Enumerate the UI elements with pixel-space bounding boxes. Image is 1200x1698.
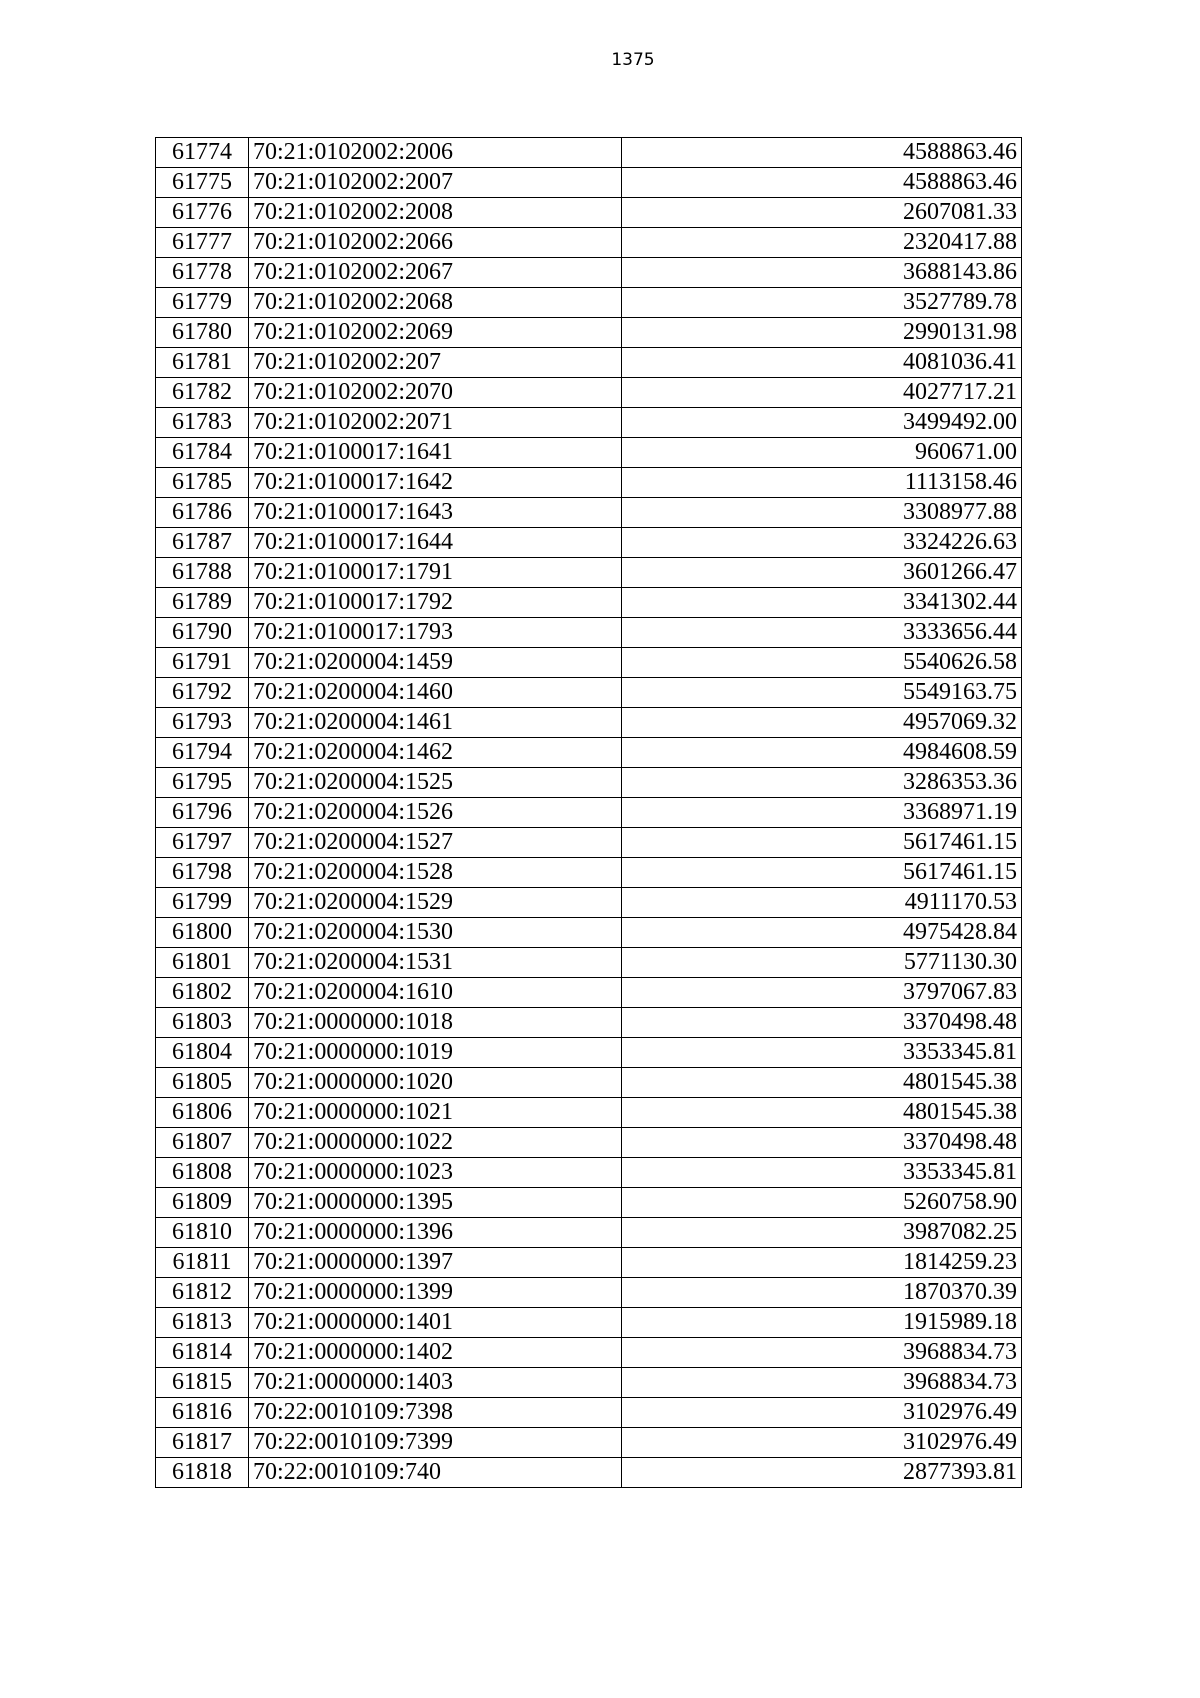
value-cell: 3353345.81 <box>622 1038 1022 1068</box>
row-number-cell: 61806 <box>156 1098 249 1128</box>
cadastral-number-cell: 70:21:0102002:2068 <box>249 288 622 318</box>
value-cell: 3370498.48 <box>622 1008 1022 1038</box>
value-cell: 3308977.88 <box>622 498 1022 528</box>
cadastral-number-cell: 70:21:0102002:2069 <box>249 318 622 348</box>
table-row <box>156 1368 1022 1398</box>
value-cell: 4801545.38 <box>622 1068 1022 1098</box>
row-number-cell: 61788 <box>156 558 249 588</box>
table-row <box>156 948 1022 978</box>
row-number-cell: 61789 <box>156 588 249 618</box>
cadastral-number-cell: 70:21:0100017:1792 <box>249 588 622 618</box>
cadastral-number-cell: 70:21:0200004:1531 <box>249 948 622 978</box>
page-number: 1375 <box>611 50 655 70</box>
table-row <box>156 138 1022 168</box>
row-number-cell: 61791 <box>156 648 249 678</box>
row-number-cell: 61779 <box>156 288 249 318</box>
row-number-cell: 61794 <box>156 738 249 768</box>
row-number-cell: 61785 <box>156 468 249 498</box>
table-row <box>156 528 1022 558</box>
cadastral-number-cell: 70:21:0000000:1401 <box>249 1308 622 1338</box>
cadastral-number-cell: 70:21:0000000:1396 <box>249 1218 622 1248</box>
value-cell: 5540626.58 <box>622 648 1022 678</box>
cadastral-number-cell: 70:21:0102002:207 <box>249 348 622 378</box>
value-cell: 4588863.46 <box>622 168 1022 198</box>
table-row <box>156 858 1022 888</box>
table-row <box>156 1428 1022 1458</box>
table-row <box>156 888 1022 918</box>
value-cell: 3968834.73 <box>622 1368 1022 1398</box>
value-cell: 3499492.00 <box>622 408 1022 438</box>
row-number-cell: 61787 <box>156 528 249 558</box>
row-number-cell: 61790 <box>156 618 249 648</box>
row-number-cell: 61782 <box>156 378 249 408</box>
cadastral-number-cell: 70:21:0100017:1643 <box>249 498 622 528</box>
value-cell: 4957069.32 <box>622 708 1022 738</box>
value-cell: 1870370.39 <box>622 1278 1022 1308</box>
table-row <box>156 438 1022 468</box>
table-row <box>156 1128 1022 1158</box>
value-cell: 2320417.88 <box>622 228 1022 258</box>
table-row <box>156 408 1022 438</box>
value-cell: 4588863.46 <box>622 138 1022 168</box>
cadastral-number-cell: 70:21:0102002:2071 <box>249 408 622 438</box>
table-row <box>156 1248 1022 1278</box>
value-cell: 5260758.90 <box>622 1188 1022 1218</box>
row-number-cell: 61786 <box>156 498 249 528</box>
table-row <box>156 648 1022 678</box>
table-row <box>156 228 1022 258</box>
value-cell: 3527789.78 <box>622 288 1022 318</box>
cadastral-number-cell: 70:21:0000000:1019 <box>249 1038 622 1068</box>
row-number-cell: 61793 <box>156 708 249 738</box>
table-row <box>156 768 1022 798</box>
value-cell: 3102976.49 <box>622 1428 1022 1458</box>
row-number-cell: 61818 <box>156 1458 249 1488</box>
value-cell: 3102976.49 <box>622 1398 1022 1428</box>
registry-table-body <box>156 138 1022 1488</box>
value-cell: 5771130.30 <box>622 948 1022 978</box>
cadastral-number-cell: 70:21:0000000:1018 <box>249 1008 622 1038</box>
row-number-cell: 61796 <box>156 798 249 828</box>
row-number-cell: 61800 <box>156 918 249 948</box>
value-cell: 960671.00 <box>622 438 1022 468</box>
cadastral-number-cell: 70:21:0102002:2008 <box>249 198 622 228</box>
row-number-cell: 61805 <box>156 1068 249 1098</box>
cadastral-number-cell: 70:21:0200004:1459 <box>249 648 622 678</box>
value-cell: 3368971.19 <box>622 798 1022 828</box>
row-number-cell: 61812 <box>156 1278 249 1308</box>
cadastral-number-cell: 70:21:0200004:1460 <box>249 678 622 708</box>
table-row <box>156 1218 1022 1248</box>
cadastral-number-cell: 70:21:0100017:1642 <box>249 468 622 498</box>
table-row <box>156 558 1022 588</box>
table-row <box>156 348 1022 378</box>
row-number-cell: 61783 <box>156 408 249 438</box>
cadastral-number-cell: 70:21:0200004:1527 <box>249 828 622 858</box>
row-number-cell: 61807 <box>156 1128 249 1158</box>
table-row <box>156 1038 1022 1068</box>
table-row <box>156 468 1022 498</box>
cadastral-number-cell: 70:21:0102002:2007 <box>249 168 622 198</box>
value-cell: 3601266.47 <box>622 558 1022 588</box>
cadastral-number-cell: 70:21:0000000:1395 <box>249 1188 622 1218</box>
value-cell: 4027717.21 <box>622 378 1022 408</box>
table-row <box>156 798 1022 828</box>
cadastral-number-cell: 70:21:0200004:1528 <box>249 858 622 888</box>
table-row <box>156 198 1022 228</box>
value-cell: 2877393.81 <box>622 1458 1022 1488</box>
value-cell: 3333656.44 <box>622 618 1022 648</box>
value-cell: 4975428.84 <box>622 918 1022 948</box>
cadastral-number-cell: 70:22:0010109:7398 <box>249 1398 622 1428</box>
table-row <box>156 978 1022 1008</box>
cadastral-number-cell: 70:21:0200004:1526 <box>249 798 622 828</box>
table-row <box>156 618 1022 648</box>
cadastral-number-cell: 70:21:0100017:1644 <box>249 528 622 558</box>
table-row <box>156 828 1022 858</box>
cadastral-number-cell: 70:21:0000000:1020 <box>249 1068 622 1098</box>
cadastral-number-cell: 70:22:0010109:740 <box>249 1458 622 1488</box>
row-number-cell: 61778 <box>156 258 249 288</box>
cadastral-number-cell: 70:22:0010109:7399 <box>249 1428 622 1458</box>
table-row <box>156 738 1022 768</box>
row-number-cell: 61815 <box>156 1368 249 1398</box>
value-cell: 5617461.15 <box>622 858 1022 888</box>
value-cell: 5617461.15 <box>622 828 1022 858</box>
value-cell: 3968834.73 <box>622 1338 1022 1368</box>
table-row <box>156 588 1022 618</box>
table-row <box>156 1188 1022 1218</box>
table-row <box>156 1008 1022 1038</box>
table-row <box>156 1458 1022 1488</box>
row-number-cell: 61795 <box>156 768 249 798</box>
cadastral-number-cell: 70:21:0000000:1022 <box>249 1128 622 1158</box>
table-row <box>156 258 1022 288</box>
value-cell: 3688143.86 <box>622 258 1022 288</box>
row-number-cell: 61801 <box>156 948 249 978</box>
cadastral-number-cell: 70:21:0100017:1793 <box>249 618 622 648</box>
value-cell: 3324226.63 <box>622 528 1022 558</box>
cadastral-number-cell: 70:21:0000000:1397 <box>249 1248 622 1278</box>
value-cell: 2607081.33 <box>622 198 1022 228</box>
cadastral-number-cell: 70:21:0102002:2066 <box>249 228 622 258</box>
row-number-cell: 61798 <box>156 858 249 888</box>
cadastral-number-cell: 70:21:0000000:1021 <box>249 1098 622 1128</box>
value-cell: 4081036.41 <box>622 348 1022 378</box>
cadastral-number-cell: 70:21:0100017:1641 <box>249 438 622 468</box>
row-number-cell: 61808 <box>156 1158 249 1188</box>
row-number-cell: 61814 <box>156 1338 249 1368</box>
row-number-cell: 61804 <box>156 1038 249 1068</box>
value-cell: 1814259.23 <box>622 1248 1022 1278</box>
table-row <box>156 1338 1022 1368</box>
cadastral-number-cell: 70:21:0100017:1791 <box>249 558 622 588</box>
registry-table <box>155 137 1022 1488</box>
cadastral-number-cell: 70:21:0000000:1403 <box>249 1368 622 1398</box>
cadastral-number-cell: 70:21:0200004:1530 <box>249 918 622 948</box>
table-row <box>156 1308 1022 1338</box>
value-cell: 3987082.25 <box>622 1218 1022 1248</box>
cadastral-number-cell: 70:21:0200004:1462 <box>249 738 622 768</box>
value-cell: 4801545.38 <box>622 1098 1022 1128</box>
table-row <box>156 1398 1022 1428</box>
table-row <box>156 1158 1022 1188</box>
row-number-cell: 61780 <box>156 318 249 348</box>
cadastral-number-cell: 70:21:0000000:1402 <box>249 1338 622 1368</box>
value-cell: 3286353.36 <box>622 768 1022 798</box>
table-row <box>156 288 1022 318</box>
cadastral-number-cell: 70:21:0000000:1023 <box>249 1158 622 1188</box>
row-number-cell: 61775 <box>156 168 249 198</box>
cadastral-number-cell: 70:21:0102002:2070 <box>249 378 622 408</box>
cadastral-number-cell: 70:21:0102002:2067 <box>249 258 622 288</box>
row-number-cell: 61777 <box>156 228 249 258</box>
row-number-cell: 61797 <box>156 828 249 858</box>
row-number-cell: 61776 <box>156 198 249 228</box>
row-number-cell: 61809 <box>156 1188 249 1218</box>
row-number-cell: 61816 <box>156 1398 249 1428</box>
row-number-cell: 61799 <box>156 888 249 918</box>
value-cell: 3341302.44 <box>622 588 1022 618</box>
value-cell: 1113158.46 <box>622 468 1022 498</box>
table-row <box>156 708 1022 738</box>
table-row <box>156 318 1022 348</box>
value-cell: 5549163.75 <box>622 678 1022 708</box>
row-number-cell: 61813 <box>156 1308 249 1338</box>
cadastral-number-cell: 70:21:0200004:1529 <box>249 888 622 918</box>
table-row <box>156 678 1022 708</box>
table-row <box>156 378 1022 408</box>
cadastral-number-cell: 70:21:0000000:1399 <box>249 1278 622 1308</box>
table-row <box>156 1278 1022 1308</box>
row-number-cell: 61774 <box>156 138 249 168</box>
value-cell: 3797067.83 <box>622 978 1022 1008</box>
row-number-cell: 61784 <box>156 438 249 468</box>
table-row <box>156 168 1022 198</box>
value-cell: 4984608.59 <box>622 738 1022 768</box>
value-cell: 2990131.98 <box>622 318 1022 348</box>
value-cell: 1915989.18 <box>622 1308 1022 1338</box>
table-row <box>156 918 1022 948</box>
cadastral-number-cell: 70:21:0200004:1461 <box>249 708 622 738</box>
table-row <box>156 1098 1022 1128</box>
cadastral-number-cell: 70:21:0200004:1525 <box>249 768 622 798</box>
cadastral-number-cell: 70:21:0200004:1610 <box>249 978 622 1008</box>
table-row <box>156 1068 1022 1098</box>
table-row <box>156 498 1022 528</box>
registry-table-container <box>155 137 1022 1488</box>
cadastral-number-cell: 70:21:0102002:2006 <box>249 138 622 168</box>
value-cell: 3353345.81 <box>622 1158 1022 1188</box>
row-number-cell: 61792 <box>156 678 249 708</box>
row-number-cell: 61810 <box>156 1218 249 1248</box>
value-cell: 3370498.48 <box>622 1128 1022 1158</box>
row-number-cell: 61802 <box>156 978 249 1008</box>
row-number-cell: 61811 <box>156 1248 249 1278</box>
row-number-cell: 61781 <box>156 348 249 378</box>
row-number-cell: 61803 <box>156 1008 249 1038</box>
value-cell: 4911170.53 <box>622 888 1022 918</box>
row-number-cell: 61817 <box>156 1428 249 1458</box>
